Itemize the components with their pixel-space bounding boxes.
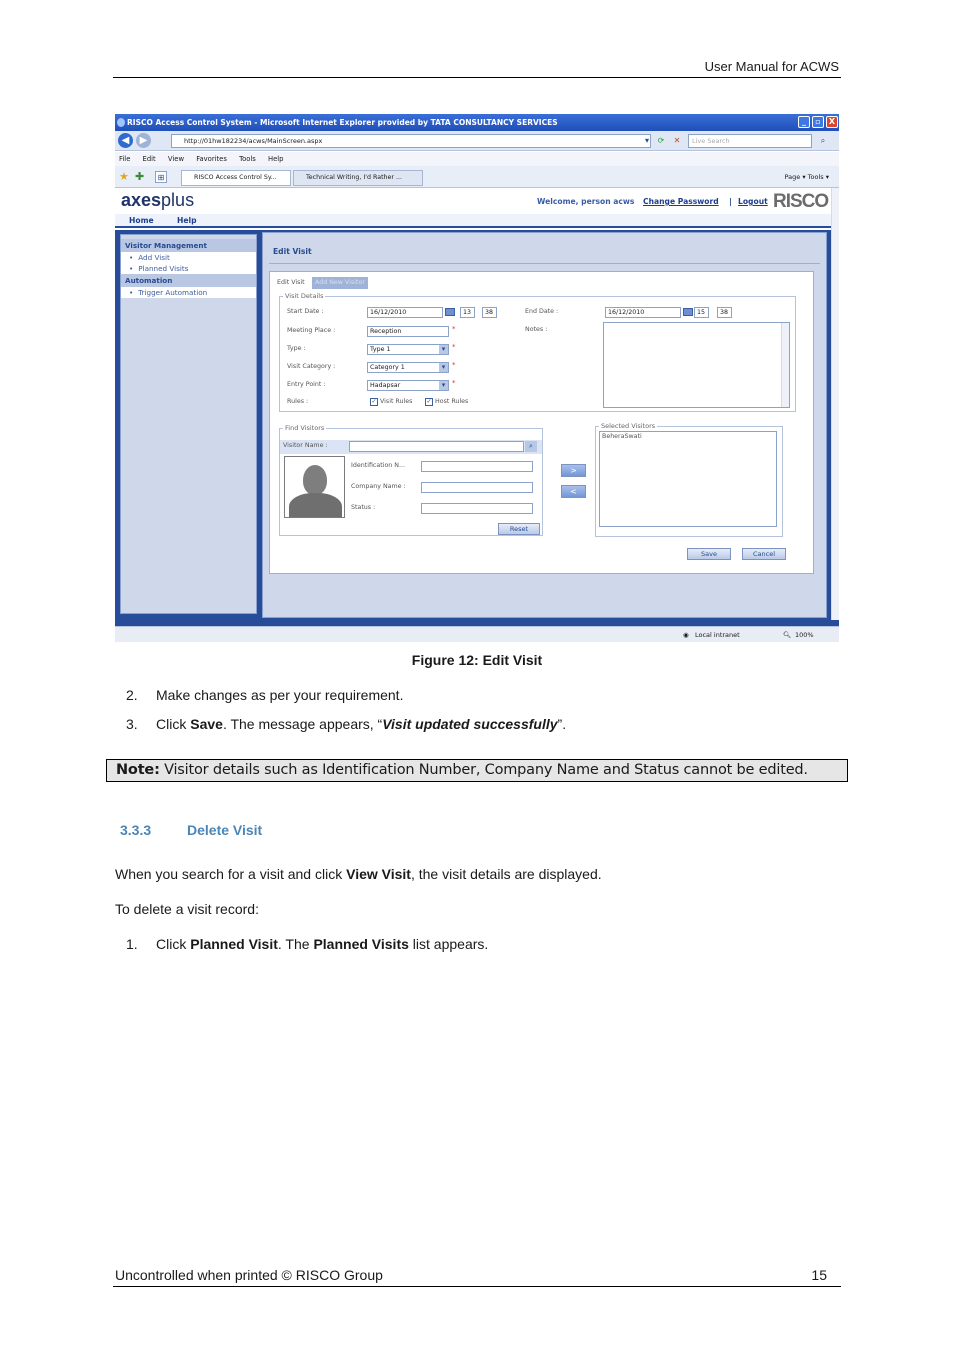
start-minute-input[interactable]: 38 [482,307,497,318]
tab-add-new-visitor[interactable]: Add New Visitor [312,277,368,289]
status-input[interactable] [421,503,533,514]
add-favorite-icon[interactable]: ✚ [135,170,145,183]
axesplus-logo: axesplus [121,190,195,210]
browser-tools[interactable]: Page ▾ Tools ▾ [784,173,829,181]
step-1-planned-visit: 1. Click Planned Visit. The Planned Visits list appears. [126,936,489,952]
url-input[interactable]: http://01hw182234/acws/MainScreen.aspx [171,134,651,148]
search-icon[interactable]: ⌕ [820,136,826,145]
type-select[interactable]: Type 1 ▾ [367,344,449,355]
browser-status-bar [115,626,839,642]
welcome-text: Welcome, person acws [537,197,635,206]
notes-label: Notes : [525,326,548,333]
logout-link[interactable]: Logout [738,197,768,206]
maximize-button[interactable]: ▫ [812,116,824,128]
section-title: Delete Visit [187,822,263,838]
visitor-name-label: Visitor Name : [283,442,328,449]
visit-rules-label: Visit Rules [380,398,413,405]
search-icon[interactable]: ⌕ [525,441,537,452]
find-visitors-fieldset [279,424,543,536]
step-2: 2. Make changes as per your requirement. [126,687,404,703]
page-scrollbar[interactable] [831,188,839,620]
end-minute-input[interactable]: 38 [717,307,732,318]
menu-bar [115,152,839,166]
note-label: Note: [116,762,160,778]
company-name-label: Company Name : [351,483,406,490]
selected-visitors-legend: Selected Visitors [601,422,656,430]
stop-icon[interactable]: ✕ [673,136,681,145]
tab-edit-visit[interactable]: Edit Visit [277,279,305,286]
calendar-icon[interactable] [445,308,455,316]
page-footer [113,1266,841,1287]
visit-category-label: Visit Category : [287,363,336,370]
step-3: 3. Click Save. The message appears, “Visit updated successfully”. [126,716,567,732]
end-hour-input[interactable]: 15 [694,307,709,318]
menu-edit[interactable]: Edit [142,155,156,163]
type-label: Type : [287,345,306,352]
page-header [113,58,841,78]
menu-favorites[interactable]: Favorites [196,155,227,163]
menu-tools[interactable]: Tools [239,155,256,163]
visit-details-legend: Visit Details [285,292,324,300]
zoom-level[interactable]: 100% [795,631,814,639]
header-title: User Manual for ACWS [704,59,839,74]
start-hour-input[interactable]: 13 [460,307,475,318]
reset-button[interactable]: Reset [498,523,540,535]
selected-visitor-item[interactable]: BeheraSwati [602,433,642,440]
window-title: RISCO Access Control System - Microsoft Internet Explorer provided by TATA CONSULTANCY SERVICES [127,118,558,127]
zone-text: Local intranet [695,631,740,639]
required-marker: * [452,343,456,351]
rules-label: Rules : [287,398,309,405]
back-icon[interactable]: ◀ [118,133,133,148]
menu-view[interactable]: View [167,155,185,163]
entry-point-select[interactable]: Hadapsar ▾ [367,380,449,391]
end-date-input[interactable]: 16/12/2010 [605,307,681,318]
sidebar [120,234,257,614]
host-rules-label: Host Rules [435,398,469,405]
favorites-star-icon[interactable]: ★ [119,170,129,183]
find-visitors-legend: Find Visitors [285,424,325,432]
panel-title: Edit Visit [273,247,312,256]
selected-visitors-fieldset [595,422,783,537]
sidebar-heading-automation: Automation [121,274,256,287]
start-date-input[interactable]: 16/12/2010 [367,307,443,318]
figure-caption: Figure 12: Edit Visit [411,652,543,668]
sidebar-item-add-visit[interactable]: • Add Visit [121,252,256,263]
edit-visit-panel [262,232,827,618]
notes-textarea[interactable] [603,322,790,408]
minimize-button[interactable]: _ [798,116,810,128]
required-marker: * [452,361,456,369]
link-separator: | [729,197,732,206]
host-rules-checkbox[interactable]: ✓ [426,398,432,405]
cancel-button[interactable]: Cancel [742,548,786,560]
entry-point-label: Entry Point : [287,381,326,388]
paragraph-view-visit: When you search for a visit and click View Visit, the visit details are displayed. [115,866,602,882]
refresh-icon[interactable]: ⟳ [657,136,665,145]
app-body [115,230,831,620]
visitor-name-input[interactable] [349,441,524,452]
company-name-input[interactable] [421,482,533,493]
zoom-icon: 🔍︎ [783,631,792,639]
meeting-place-input[interactable]: Reception [367,326,449,337]
identification-label: Identification N... [351,462,406,469]
identification-input[interactable] [421,461,533,472]
note-box [106,759,848,782]
required-marker: * [452,325,456,333]
notes-scrollbar[interactable] [781,323,789,407]
menu-help[interactable]: Help [268,155,284,163]
meeting-place-label: Meeting Place : [287,327,336,334]
browser-tab-writing[interactable]: Technical Writing, I'd Rather ... [293,170,423,186]
search-input[interactable]: Live Search [688,134,812,148]
start-date-label: Start Date : [287,308,324,315]
globe-icon: ◉ [683,631,689,639]
required-marker: * [452,379,456,387]
browser-tab-risco[interactable]: RISCO Access Control Sy... [181,170,291,186]
sidebar-heading-visitor-management: Visitor Management [121,239,256,252]
status-label: Status : [351,504,376,511]
address-bar [115,131,839,151]
add-visitor-button[interactable]: > [561,464,586,477]
edit-visit-card [269,271,814,574]
risco-logo: RISCO [773,191,829,212]
calendar-icon[interactable] [683,308,693,316]
forward-icon[interactable]: ▶ [136,133,151,148]
browser-tab-bar [115,166,839,188]
visitor-photo [284,456,345,518]
app-header [115,188,831,214]
note-text: Visitor details such as Identification Number, Company Name and Status cannot be edited. [159,762,808,778]
quick-tabs-icon[interactable]: ⊞ [155,171,167,183]
sidebar-item-trigger-automation[interactable]: • Trigger Automation [121,287,256,298]
selected-visitors-list[interactable] [599,431,777,527]
visit-rules-checkbox[interactable]: ✓ [371,398,377,405]
close-button[interactable]: X [826,116,838,128]
footer-text: Uncontrolled when printed © RISCO Group [115,1267,383,1283]
section-number: 3.3.3 [120,822,152,838]
menu-file[interactable]: File [119,155,131,163]
app-nav [115,214,831,228]
ie-icon [117,118,125,127]
remove-visitor-button[interactable]: < [561,485,586,498]
visit-category-select[interactable]: Category 1 ▾ [367,362,449,373]
nav-help[interactable]: Help [177,216,197,225]
page-number: 15 [811,1267,827,1283]
dropdown-icon[interactable]: ▾ [644,136,649,145]
window-titlebar [115,114,839,131]
end-date-label: End Date : [525,308,559,315]
change-password-link[interactable]: Change Password [643,197,719,206]
figure-screenshot [115,114,839,642]
save-button[interactable]: Save [687,548,731,560]
paragraph-delete-intro: To delete a visit record: [115,901,259,917]
nav-home[interactable]: Home [129,216,154,225]
sidebar-item-planned-visits[interactable]: • Planned Visits [121,263,256,274]
